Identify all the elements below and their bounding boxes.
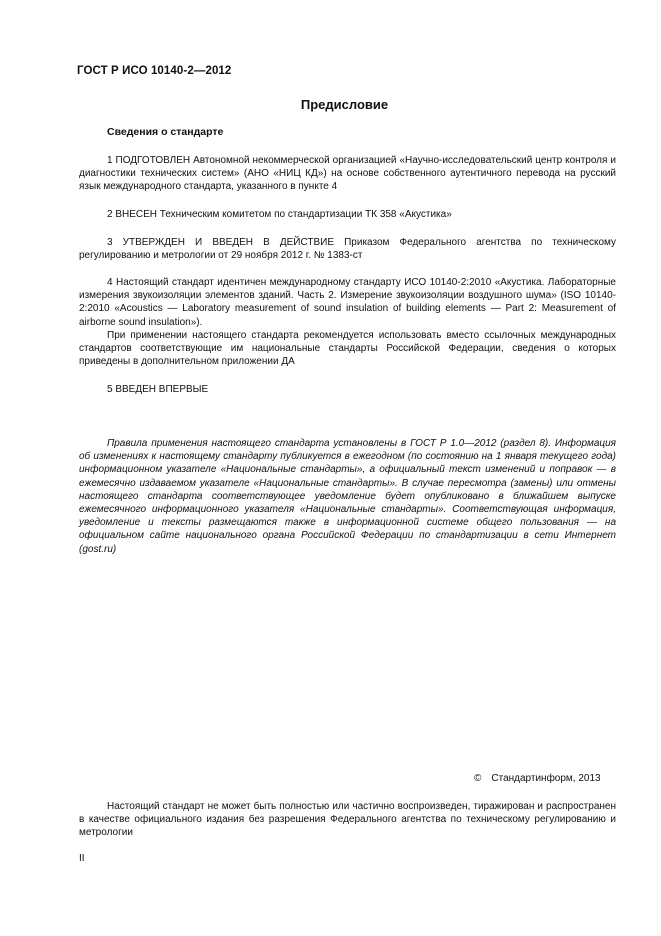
paragraph-4-identical: 4 Настоящий стандарт идентичен международному стандарту ИСО 10140-2:2010 «Акустика. Лабораторные измерения звукоизоляции элементов зданий. Часть 2. Измерение звукоизоляции воздушного шума» (ISO 10140-2:2010 «Acoustics — Laboratory measurement of sound insulation of building elements — Part 2: Measurement of airborne sound insulation»). [79, 277, 616, 328]
application-rules-note: Правила применения настоящего стандарта установлены в ГОСТ Р 1.0—2012 (раздел 8). Информация об изменениях к настоящему стандарту публикуется в ежегодном (по состоянию на 1 января текущего года) информационном указателе «Национальные стандарты», а официальный текст изменений и поправок — в ежемесячно издаваемом указателе «Национальные стандарты». В случае пересмотра (замены) или отмены настоящего стандарта соответствующее уведомление будет опубликовано в ближайшем выпуске ежемесячного информационного указателя «Национальные стандарты». Соответствующая информация, уведомление и тексты размещаются также в информационной системе общего пользования — на официальном сайте национального органа Российской Федерации по стандартизации в сети Интернет (gost.ru) [79, 438, 616, 555]
copyright-line [474, 773, 601, 784]
page-number: II [79, 853, 85, 864]
page-title: Предисловие [300, 97, 389, 112]
paragraph-5-introduced: 5 ВВЕДЕН ВПЕРВЫЕ [107, 384, 209, 395]
reproduction-notice: Настоящий стандарт не может быть полностью или частично воспроизведен, тиражирован и распространен в качестве официального издания без разрешения Федерального агентства по техническому регулированию и метрологии [79, 801, 616, 839]
paragraph-1-prepared: 1 ПОДГОТОВЛЕН Автономной некоммерческой организацией «Научно-исследовательский центр контроля и диагностики технических систем» (АНО «НИЦ КД») на основе собственного аутентичного перевода на русский язык международного стандарта, указанного в пункте 4 [79, 155, 616, 193]
paragraph-2-submitted: 2 ВНЕСЕН Техническим комитетом по стандартизации ТК 358 «Акустика» [107, 209, 452, 220]
section-subtitle: Сведения о стандарте [107, 126, 224, 138]
copyright-text: Стандартинформ, 2013 [491, 773, 601, 784]
document-code-header: ГОСТ Р ИСО 10140-2—2012 [77, 65, 232, 77]
paragraph-4-references: При применении настоящего стандарта рекомендуется использовать вместо ссылочных международных стандартов соответствующие им национальные стандарты Российской Федерации, сведения о которых приведены в дополнительном приложении ДА [79, 330, 616, 368]
paragraph-3-approved: 3 УТВЕРЖДЕН И ВВЕДЕН В ДЕЙСТВИЕ Приказом Федерального агентства по техническому регулированию и метрологии от 29 ноября 2012 г. № 1383-ст [79, 237, 616, 262]
copyright-symbol: © [474, 773, 482, 784]
